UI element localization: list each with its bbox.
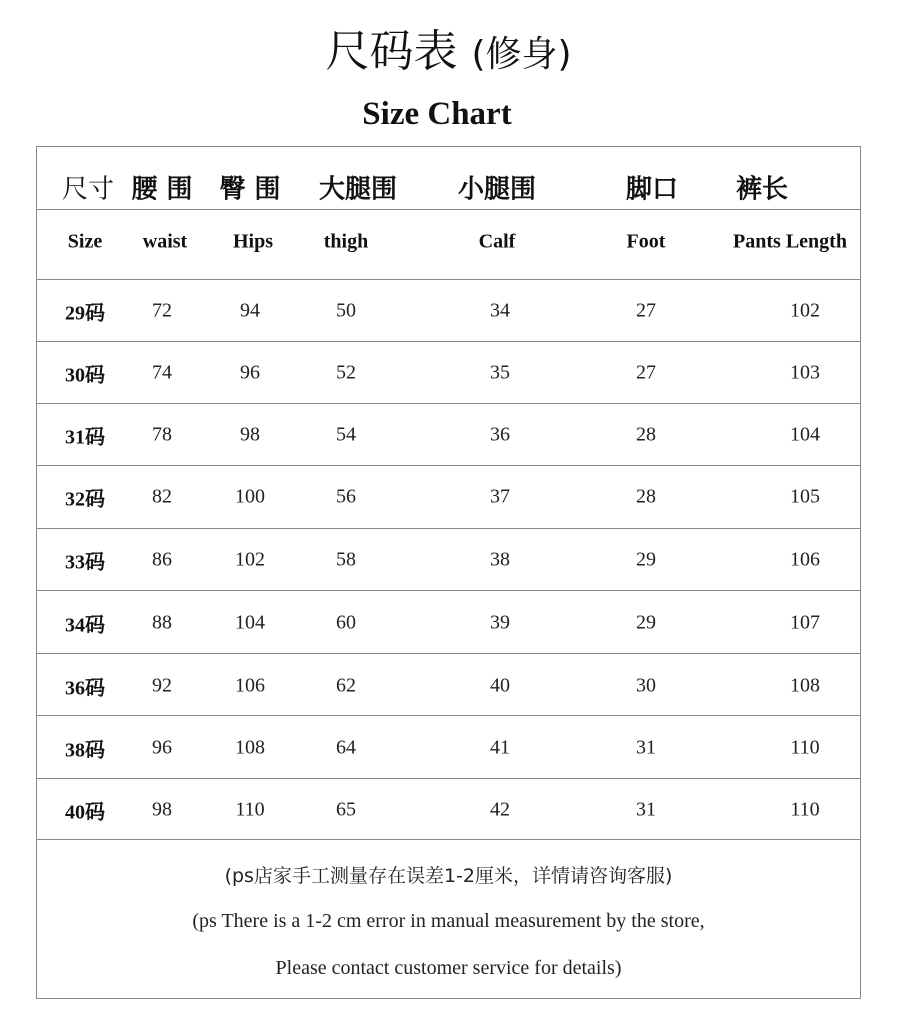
page-title-en: Size Chart xyxy=(362,96,512,132)
measurement-cell: 102 xyxy=(790,299,820,322)
measurement-cell: 98 xyxy=(240,423,260,446)
measurement-cell: 110 xyxy=(790,736,820,759)
header-en-cell: Foot xyxy=(626,230,666,253)
measurement-cell: 41 xyxy=(490,736,510,759)
measurement-cell: 100 xyxy=(235,485,265,508)
row-divider xyxy=(36,653,861,654)
note-cn: (ps店家手工测量存在误差1-2厘米，详情请咨询客服) xyxy=(224,865,673,887)
measurement-cell: 106 xyxy=(235,674,265,697)
size-label-cell: 40码 xyxy=(65,801,105,824)
measurement-cell: 102 xyxy=(235,548,265,571)
size-label-cell: 30码 xyxy=(65,364,105,387)
measurement-cell: 104 xyxy=(790,423,820,446)
size-label-cell: 32码 xyxy=(65,488,105,511)
measurement-cell: 94 xyxy=(240,299,260,322)
measurement-cell: 31 xyxy=(636,736,656,759)
measurement-cell: 106 xyxy=(790,548,820,571)
measurement-cell: 28 xyxy=(636,485,656,508)
note-en-line2: Please contact customer service for details) xyxy=(275,957,622,979)
measurement-cell: 36 xyxy=(490,423,510,446)
row-divider xyxy=(36,778,861,779)
title-cn-suffix: (修身) xyxy=(471,34,572,75)
measurement-cell: 110 xyxy=(235,798,265,821)
note-en-line1: (ps There is a 1-2 cm error in manual measurement by the store, xyxy=(192,910,705,932)
row-divider xyxy=(36,465,861,466)
size-label-cell: 34码 xyxy=(65,614,105,637)
measurement-cell: 38 xyxy=(490,548,510,571)
measurement-cell: 50 xyxy=(336,299,356,322)
row-divider xyxy=(36,279,861,280)
measurement-cell: 27 xyxy=(636,361,656,384)
header-cn-cell: 尺寸 xyxy=(61,174,115,205)
row-divider xyxy=(36,715,861,716)
header-en-cell: Size xyxy=(67,230,103,253)
measurement-cell: 35 xyxy=(490,361,510,384)
title-cn-main: 尺码表 xyxy=(325,26,458,77)
measurement-cell: 107 xyxy=(790,611,820,634)
header-cn-cell: 脚口 xyxy=(625,174,679,205)
measurement-cell: 108 xyxy=(790,674,820,697)
measurement-cell: 56 xyxy=(336,485,356,508)
size-label-cell: 29码 xyxy=(65,302,105,325)
page-title-cn xyxy=(0,24,897,83)
measurement-cell: 42 xyxy=(490,798,510,821)
measurement-cell: 103 xyxy=(790,361,820,384)
size-label-cell: 36码 xyxy=(65,677,105,700)
measurement-cell: 108 xyxy=(235,736,265,759)
row-divider xyxy=(36,403,861,404)
size-label-cell: 33码 xyxy=(65,551,105,574)
header-cn-cell: 小腿围 xyxy=(457,174,537,205)
measurement-cell: 58 xyxy=(336,548,356,571)
measurement-cell: 96 xyxy=(152,736,172,759)
measurement-cell: 30 xyxy=(636,674,656,697)
row-divider xyxy=(36,528,861,529)
measurement-cell: 88 xyxy=(152,611,172,634)
row-divider xyxy=(36,839,861,840)
measurement-cell: 86 xyxy=(152,548,172,571)
measurement-cell: 60 xyxy=(336,611,356,634)
measurement-cell: 105 xyxy=(790,485,820,508)
measurement-cell: 54 xyxy=(336,423,356,446)
measurement-cell: 65 xyxy=(336,798,356,821)
measurement-cell: 28 xyxy=(636,423,656,446)
measurement-cell: 31 xyxy=(636,798,656,821)
measurement-cell: 40 xyxy=(490,674,510,697)
measurement-cell: 52 xyxy=(336,361,356,384)
size-label-cell: 31码 xyxy=(65,426,105,449)
measurement-cell: 39 xyxy=(490,611,510,634)
measurement-cell: 64 xyxy=(336,736,356,759)
measurement-cell: 96 xyxy=(240,361,260,384)
measurement-cell: 37 xyxy=(490,485,510,508)
header-en-cell: Pants Length xyxy=(733,230,847,253)
header-en-cell: Hips xyxy=(232,230,274,253)
row-divider xyxy=(36,209,861,210)
measurement-cell: 74 xyxy=(152,361,172,384)
measurement-cell: 62 xyxy=(336,674,356,697)
measurement-cell: 27 xyxy=(636,299,656,322)
measurement-cell: 78 xyxy=(152,423,172,446)
header-en-cell: Calf xyxy=(478,230,516,253)
measurement-cell: 72 xyxy=(152,299,172,322)
row-divider xyxy=(36,590,861,591)
header-en-cell: waist xyxy=(142,230,188,253)
measurement-cell: 104 xyxy=(235,611,265,634)
measurement-cell: 29 xyxy=(636,548,656,571)
header-en-cell: thigh xyxy=(323,230,369,253)
measurement-cell: 34 xyxy=(490,299,510,322)
header-cn-cell: 大腿围 xyxy=(318,174,398,205)
measurement-cell: 98 xyxy=(152,798,172,821)
measurement-cell: 82 xyxy=(152,485,172,508)
header-cn-cell: 腰 围 xyxy=(131,174,193,205)
header-cn-cell: 裤长 xyxy=(735,174,789,205)
size-label-cell: 38码 xyxy=(65,739,105,762)
measurement-cell: 29 xyxy=(636,611,656,634)
measurement-cell: 110 xyxy=(790,798,820,821)
measurement-cell: 92 xyxy=(152,674,172,697)
row-divider xyxy=(36,341,861,342)
header-cn-cell: 臀 围 xyxy=(219,174,281,205)
